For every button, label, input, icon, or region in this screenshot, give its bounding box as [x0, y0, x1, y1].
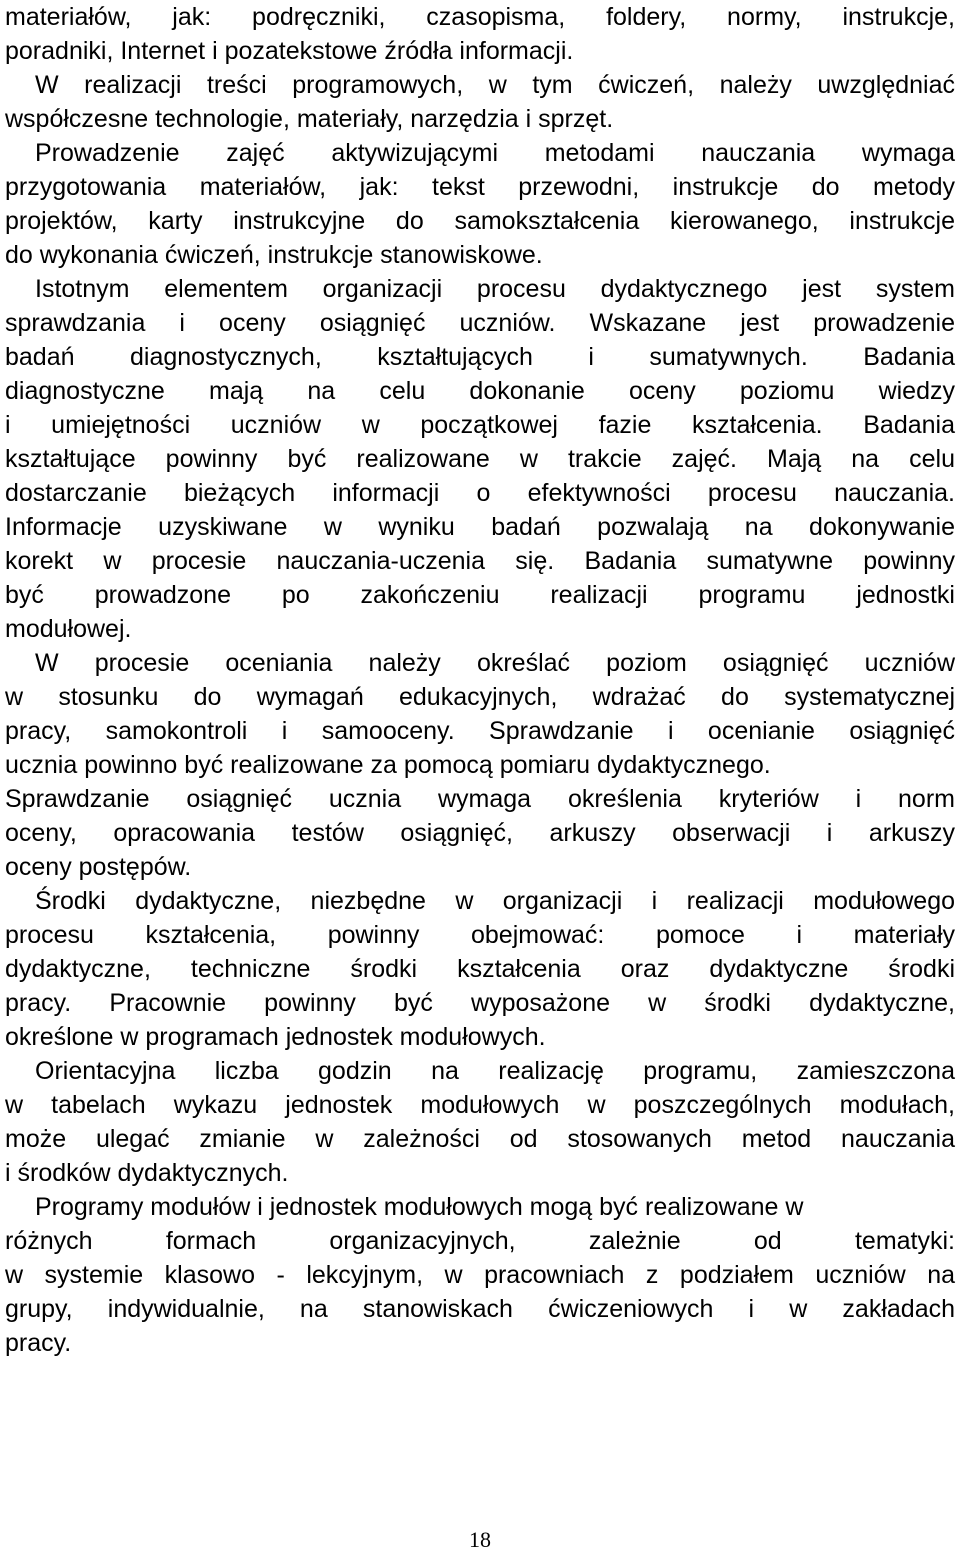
text-line: oceny postępów.	[5, 853, 192, 881]
text-line: Programy modułów i jednostek modułowych mogą być realizowane w	[35, 1193, 804, 1221]
text-line: badań diagnostycznych, kształtujących i sumatywnych. Badania	[5, 343, 955, 371]
text-line: Istotnym elementem organizacji procesu dydaktycznego jest system	[35, 275, 955, 303]
text-line: pracy.	[5, 1329, 72, 1357]
text-line: w systemie klasowo - lekcyjnym, w pracowniach z podziałem uczniów na	[5, 1261, 955, 1289]
text-line: W procesie oceniania należy określać poziom osiągnięć uczniów	[35, 649, 955, 677]
text-line: modułowej.	[5, 615, 132, 643]
text-line: diagnostyczne mają na celu dokonanie oceny poziomu wiedzy	[5, 377, 955, 405]
text-line: może ulegać zmianie w zależności od stosowanych metod nauczania	[5, 1125, 955, 1153]
text-line: grupy, indywidualnie, na stanowiskach ćwiczeniowych i w zakładach	[5, 1295, 955, 1323]
document-body	[5, 0, 955, 1360]
text-line: określone w programach jednostek modułowych.	[5, 1023, 546, 1051]
text-line: pracy, samokontroli i samooceny. Sprawdzanie i ocenianie osiągnięć	[5, 717, 955, 745]
text-line: projektów, karty instrukcyjne do samokształcenia kierowanego, instrukcje	[5, 207, 955, 235]
text-line: w tabelach wykazu jednostek modułowych w poszczególnych modułach,	[5, 1091, 955, 1119]
text-line: Sprawdzanie osiągnięć ucznia wymaga określenia kryteriów i norm	[5, 785, 955, 813]
text-line: w stosunku do wymagań edukacyjnych, wdrażać do systematycznej	[5, 683, 955, 711]
text-line: Informacje uzyskiwane w wyniku badań pozwalają na dokonywanie	[5, 513, 955, 541]
text-line: do wykonania ćwiczeń, instrukcje stanowiskowe.	[5, 241, 543, 269]
text-line: poradniki, Internet i pozatekstowe źródła informacji.	[5, 37, 574, 65]
page-number: 18	[469, 1527, 491, 1552]
text-line: procesu kształcenia, powinny obejmować: pomoce i materiały	[5, 921, 955, 949]
text-line: kształtujące powinny być realizowane w trakcie zajęć. Mają na celu	[5, 445, 955, 473]
text-line: Środki dydaktyczne, niezbędne w organizacji i realizacji modułowego	[35, 887, 955, 915]
text-line: korekt w procesie nauczania-uczenia się. Badania sumatywne powinny	[5, 547, 955, 575]
text-line: być prowadzone po zakończeniu realizacji programu jednostki	[5, 581, 955, 609]
text-line: przygotowania materiałów, jak: tekst przewodni, instrukcje do metody	[5, 173, 955, 201]
text-line: oceny, opracowania testów osiągnięć, arkuszy obserwacji i arkuszy	[5, 819, 955, 847]
text-line: dostarczanie bieżących informacji o efektywności procesu nauczania.	[5, 479, 955, 507]
text-line: materiałów, jak: podręczniki, czasopisma, foldery, normy, instrukcje,	[5, 3, 955, 31]
text-line: Orientacyjna liczba godzin na realizację programu, zamieszczona	[35, 1057, 955, 1085]
text-line: ucznia powinno być realizowane za pomocą pomiaru dydaktycznego.	[5, 751, 771, 779]
text-line: W realizacji treści programowych, w tym ćwiczeń, należy uwzględniać	[35, 71, 955, 99]
text-line: Prowadzenie zajęć aktywizującymi metodami nauczania wymaga	[35, 139, 955, 167]
text-line: i umiejętności uczniów w początkowej fazie kształcenia. Badania	[5, 411, 955, 439]
text-line: sprawdzania i oceny osiągnięć uczniów. Wskazane jest prowadzenie	[5, 309, 955, 337]
text-line: dydaktyczne, techniczne środki kształcenia oraz dydaktyczne środki	[5, 955, 955, 983]
text-line: i środków dydaktycznych.	[5, 1159, 289, 1187]
text-line: różnych formach organizacyjnych, zależnie od tematyki:	[5, 1227, 955, 1255]
text-line: współczesne technologie, materiały, narzędzia i sprzęt.	[5, 105, 614, 133]
text-line: pracy. Pracownie powinny być wyposażone w środki dydaktyczne,	[5, 989, 955, 1017]
